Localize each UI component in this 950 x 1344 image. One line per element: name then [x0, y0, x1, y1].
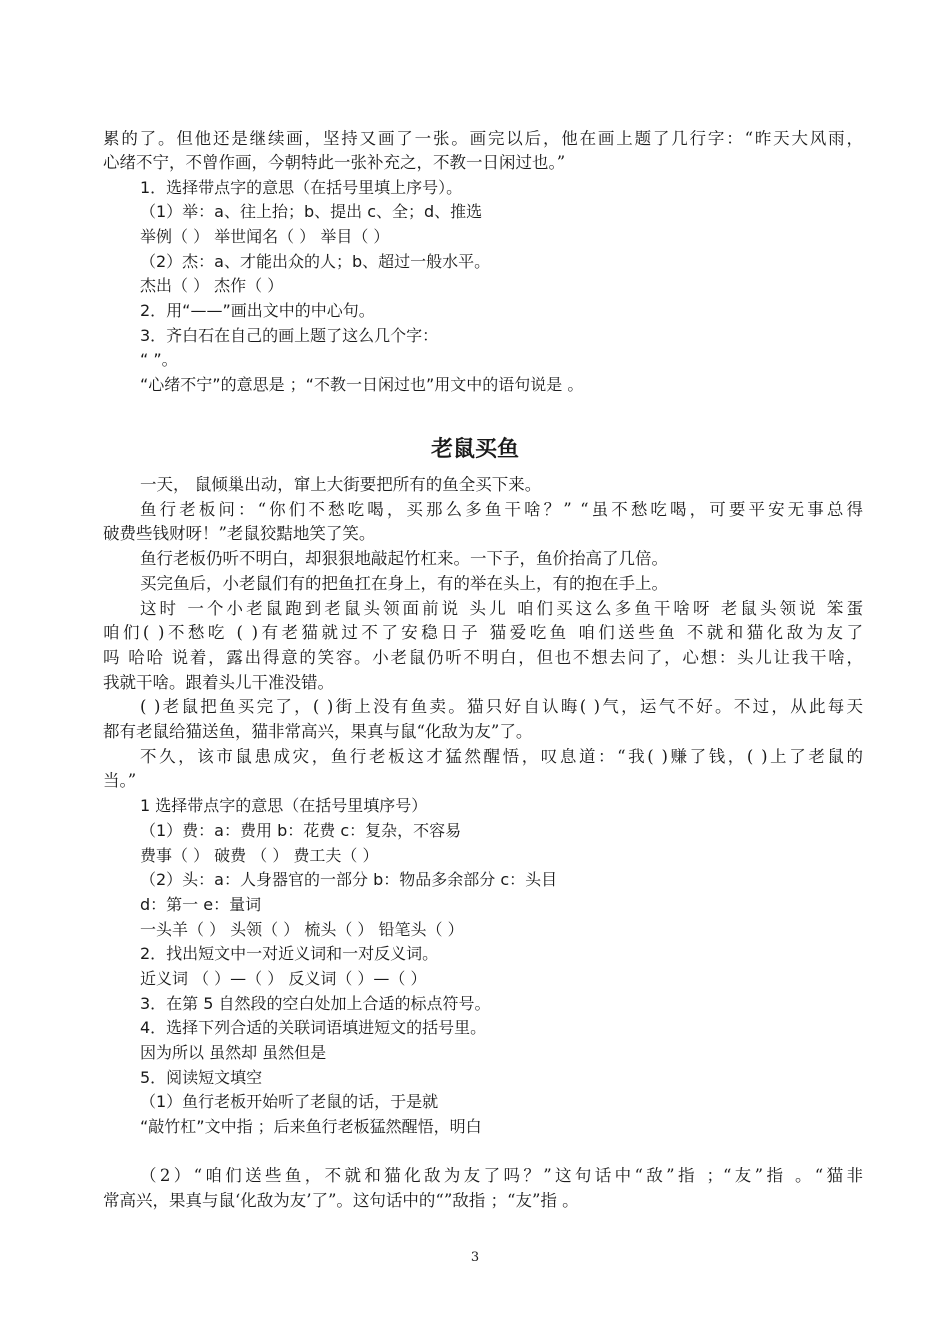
page-number: 3 [470, 1250, 480, 1265]
question-line: “ ”。 [140, 350, 178, 369]
story-line: 这时 一个小老鼠跑到老鼠头领面前说 头儿 咱们买这么多鱼干啥呀 老鼠头领说 笨蛋 [140, 599, 863, 618]
story-line: 我就干啥。跟着头儿干准没错。 [103, 673, 334, 692]
story-title: 老鼠买鱼 [430, 437, 519, 462]
story-line: 鱼行老板问：“你们不愁吃喝，买那么多鱼干啥？” “虽不愁吃喝，可要平安无事总得 [140, 500, 863, 519]
story-line: 一天， 鼠倾巢出动，窜上大街要把所有的鱼全买下来。 [140, 475, 542, 494]
story-line: 都有老鼠给猫送鱼，猫非常高兴，果真与鼠“化敌为友”了。 [103, 722, 533, 741]
story-line: 当。” [103, 771, 137, 790]
question-line: 5．阅读短文填空 [140, 1068, 263, 1087]
question-line: 举例（ ） 举世闻名（ ） 举目（ ） [140, 227, 390, 246]
story-line: 不久，该市鼠患成灾，鱼行老板这才猛然醒悟，叹息道：“我( )赚了钱，( )上了老鼠的 [140, 747, 863, 766]
question-line: 近义词 （ ）—（ ） 反义词（ ）—（ ） [140, 969, 427, 988]
question-line: 2．找出短文中一对近义词和一对反义词。 [140, 944, 439, 963]
story-line: 破费些钱财呀！”老鼠狡黠地笑了笑。 [103, 524, 376, 543]
story-line: 鱼行老板仍听不明白，却狠狠地敲起竹杠来。一下子，鱼价抬高了几倍。 [140, 549, 668, 568]
question-line: d：第一 e：量词 [140, 895, 262, 914]
story-line: 吗 哈哈 说着，露出得意的笑容。小老鼠仍听不明白，但也不想去问了，心想：头儿让我干啥， [103, 648, 863, 667]
question-line: 费事（ ） 破费 （ ） 费工夫（ ） [140, 846, 379, 865]
question-line: （1）举：a、往上抬；b、提出 c、全；d、推选 [140, 202, 483, 221]
question-line: 3．在第 5 自然段的空白处加上合适的标点符号。 [140, 994, 491, 1013]
question-line: 杰出（ ） 杰作（ ） [140, 276, 284, 295]
question-line: （1）鱼行老板开始听了老鼠的话，于是就 [140, 1092, 439, 1111]
question-line: （2）杰：a、才能出众的人；b、超过一般水平。 [140, 252, 491, 271]
question-line: 1．选择带点字的意思（在括号里填上序号）。 [140, 178, 463, 197]
question-line: 2．用“——”画出文中的中心句。 [140, 301, 375, 320]
story-line: 买完鱼后，小老鼠们有的把鱼扛在身上，有的举在头上，有的抱在手上。 [140, 574, 668, 593]
question-line: 因为所以 虽然却 虽然但是 [140, 1043, 327, 1062]
question-line: 3．齐白石在自己的画上题了这么几个字： [140, 326, 439, 345]
question-line: 1 选择带点字的意思（在括号里填序号） [140, 796, 428, 815]
question-line: （1）费：a：费用 b：花费 c：复杂，不容易 [140, 821, 462, 840]
story-line: ( )老鼠把鱼买完了，( )街上没有鱼卖。猫只好自认晦( )气，运气不好。不过，从此每天 [140, 697, 863, 716]
question-line: “心绪不宁”的意思是 ；“不教一日闲过也”用文中的语句说是 。 [140, 375, 584, 394]
question-line: （2）头：a：人身器官的一部分 b：物品多余部分 c：头目 [140, 870, 558, 889]
story-line: 咱们( )不愁吃 ( )有老猫就过不了安稳日子 猫爱吃鱼 咱们送些鱼 不就和猫化敌为友了 [103, 623, 863, 642]
question-line: 一头羊（ ） 头领（ ） 梳头（ ） 铅笔头（ ） [140, 920, 464, 939]
text-line: 心绪不宁，不曾作画，今朝特此一张补充之，不教一日闲过也。” [103, 153, 566, 172]
question-line: 常高兴，果真与鼠‘化敌为友’了”。这句话中的“”敌指 ；“友”指 。 [103, 1191, 579, 1210]
question-line: “敲竹杠”文中指 ；后来鱼行老板猛然醒悟，明白 [140, 1117, 482, 1136]
question-line: 4．选择下列合适的关联词语填进短文的括号里。 [140, 1018, 487, 1037]
text-line: 累的了。但他还是继续画，坚持又画了一张。画完以后，他在画上题了几行字：“昨天大风雨， [103, 129, 863, 148]
question-line: （2）“咱们送些鱼，不就和猫化敌为友了吗？”这句话中“敌”指 ；“友”指 。“猫非 [140, 1166, 863, 1185]
